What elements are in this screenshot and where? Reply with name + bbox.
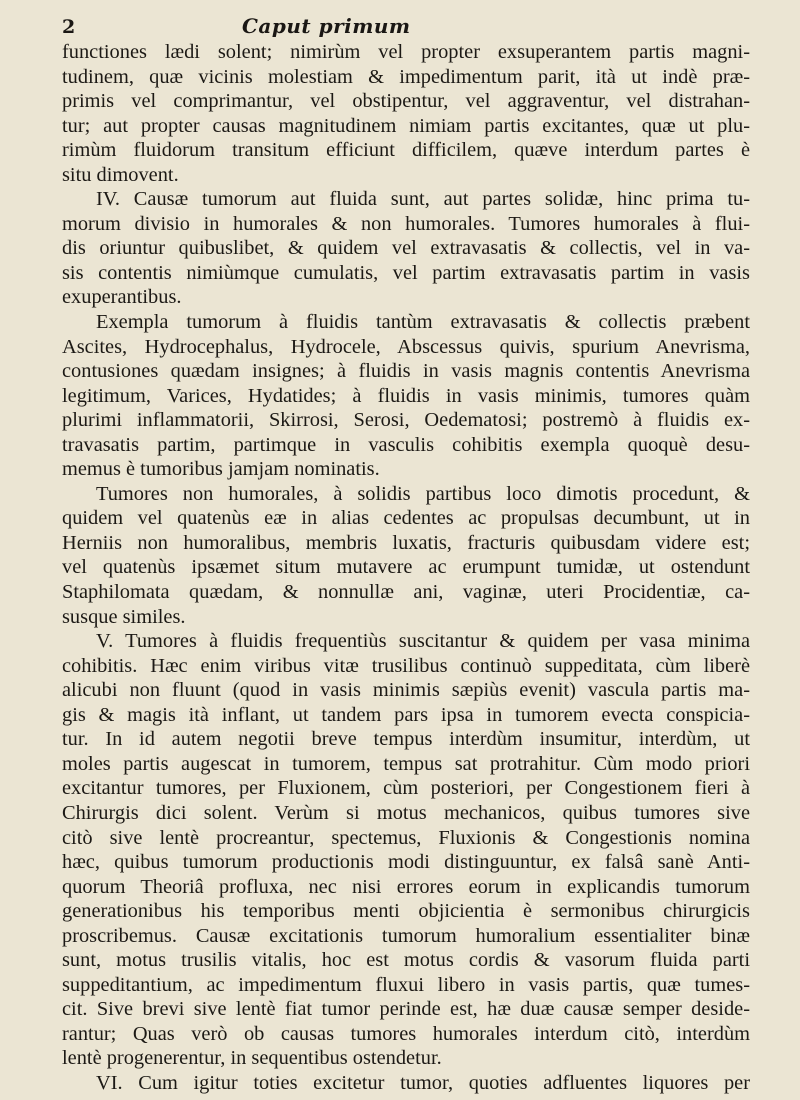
text-line: memus è tumoribus jamjam nominatis. [62, 458, 380, 481]
text-line: primis vel comprimantur, vel obstipentur, vel aggraventur, vel distrahan- [62, 90, 750, 113]
text-line: moles partis augescat in tumorem, tempus sat protrahitur. Cùm modo priori [62, 752, 750, 775]
text-line: exuperantibus. [62, 286, 182, 309]
text-line: rimùm fluidorum transitum efficiunt difficilem, quæve interdum partes è [62, 139, 750, 162]
text-line: susque similes. [62, 605, 186, 628]
text-line: Herniis non humoralibus, membris luxatis, fracturis quibusdam videre est; [62, 531, 750, 554]
text-line: Tumores non humorales, à solidis partibus loco dimotis procedunt, & [96, 482, 750, 505]
text-line: morum divisio in humorales & non humorales. Tumores humorales à flui- [62, 212, 750, 235]
text-line: functiones lædi solent; nimirùm vel propter exsuperantem partis magni- [62, 41, 750, 63]
text-line: tur. In id autem negotii breve tempus interdùm insumitur, interdùm, ut [62, 728, 750, 751]
text-line: generationibus his temporibus menti objicientia è sermonibus chirurgicis [62, 900, 750, 923]
text-line: lentè progenerentur, in sequentibus ostendetur. [62, 1047, 442, 1070]
text-line: cohibitis. Hæc enim viribus vitæ trusilibus continuò suppeditata, cùm liberè [62, 654, 750, 677]
text-line: Exempla tumorum à fluidis tantùm extravasatis & collectis præbent [96, 311, 750, 334]
text-line: V. Tumores à fluidis frequentiùs suscitantur & quidem per vasa minima [96, 630, 750, 653]
running-title: Caput primum [242, 14, 411, 38]
text-line: travasatis partim, partimque in vasculis cohibitis exempla quoquè desu- [62, 433, 750, 456]
text-line: legitimum, Varices, Hydatides; à fluidis in vasis minimis, tumores quàm [62, 384, 750, 407]
text-line: situ dimovent. [62, 163, 179, 186]
text-line: tur; aut propter causas magnitudinem nimiam partis excitantes, quæ ut plu- [62, 114, 750, 137]
text-line: quorum Theoriâ profluxa, nec nisi errores eorum in explicandis tumorum [62, 875, 750, 898]
text-line: rantur; Quas verò ob causas tumores humorales interdum citò, interdùm [62, 1022, 750, 1045]
text-line: quidem vel quatenùs eæ in alias cedentes ac propulsas decumbunt, ut in [62, 507, 750, 530]
text-line: excitantur tumores, per Fluxionem, cùm posteriori, per Congestionem fieri à [62, 777, 750, 800]
text-line: cit. Sive brevi sive lentè fiat tumor perinde est, hæ duæ causæ semper deside- [62, 998, 750, 1021]
page-number: 2 [62, 16, 76, 38]
text-line: Chirurgis dici solent. Verùm si motus mechanicos, quibus tumores sive [62, 801, 750, 824]
text-line: proscribemus. Causæ excitationis tumorum humoralium essentialiter binæ [62, 924, 750, 947]
text-line: hæc, quibus tumorum productionis modi distinguuntur, ex falsâ sanè Anti- [62, 851, 750, 874]
text-line: alicubi non fluunt (quod in vasis minimis sæpiùs evenit) vascula partis ma- [62, 679, 750, 702]
text-line: plurimi inflammatorii, Skirrosi, Serosi, Oedematosi; postremò à fluidis ex- [62, 409, 750, 432]
page-header [62, 14, 750, 38]
text-line: citò sive lentè procreantur, spectemus, Fluxionis & Congestionis nomina [62, 826, 750, 849]
text-line: VI. Cum igitur toties excitetur tumor, quoties adfluentes liquores per [96, 1071, 750, 1094]
text-line: Staphilomata quædam, & nonnullæ ani, vaginæ, uteri Procidentiæ, ca- [62, 581, 750, 604]
text-line: tudinem, quæ vicinis molestiam & impedimentum parit, ità ut indè præ- [62, 65, 750, 88]
text-line: sunt, motus trusilis vitalis, hoc est motus cordis & vasorum fluida parti [62, 949, 750, 972]
text-line: IV. Causæ tumorum aut fluida sunt, aut partes solidæ, hinc prima tu- [96, 188, 750, 211]
body-text [62, 40, 750, 1096]
text-line: sis contentis nimiùmque cumulatis, vel partim extravasatis partim in vasis [62, 261, 750, 284]
text-line: Ascites, Hydrocephalus, Hydrocele, Abscessus quivis, spurium Anevrisma, [62, 335, 750, 358]
text-line: vel quatenùs ipsæmet situm mutavere ac erumpunt tumidæ, ut ostendunt [62, 556, 750, 579]
text-line: gis & magis ità inflant, ut tandem pars ipsa in tumorem evecta conspicia- [62, 703, 750, 726]
text-line: suppeditantium, ac impedimentum fluxui libero in vasis partis, quæ tumes- [62, 973, 750, 996]
text-line: dis oriuntur quibuslibet, & quidem vel extravasatis & collectis, vel in va- [62, 237, 750, 260]
text-line: contusiones quædam insignes; à fluidis in vasis magnis contentis Anevrisma [62, 360, 750, 383]
